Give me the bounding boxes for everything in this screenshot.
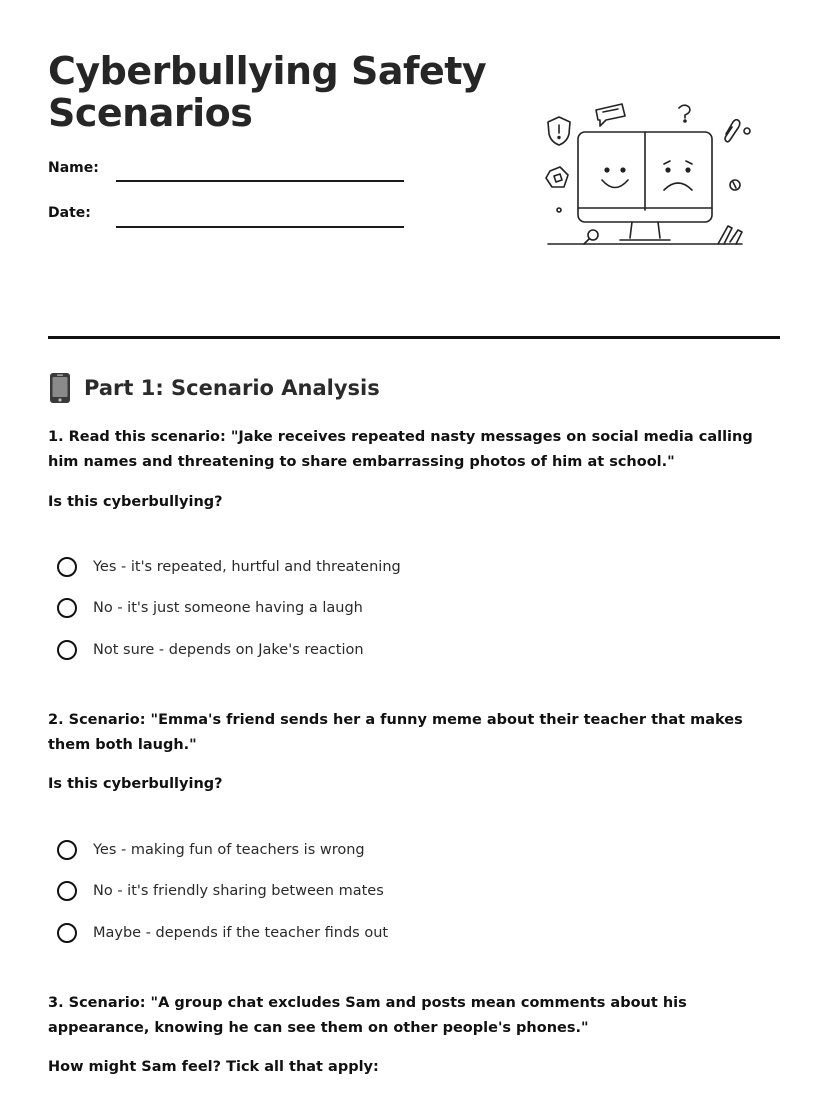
spiral-icon [730, 180, 740, 190]
question-1-prompt: Is this cyberbullying? [48, 494, 223, 510]
option-label: Not sure - depends on Jake's reaction [93, 642, 364, 658]
question-2-option-2[interactable] [57, 881, 384, 901]
name-field[interactable] [116, 180, 404, 182]
chat-bubble-icon [596, 104, 625, 126]
radio-button[interactable] [57, 598, 77, 618]
question-1-option-3[interactable] [57, 640, 364, 660]
question-2-text: 2. Scenario: "Emma's friend sends her a funny meme about their teacher that makes them both laugh." [48, 712, 743, 753]
mobile-phone-icon [48, 372, 72, 404]
option-label: Yes - it's repeated, hurtful and threatening [93, 559, 401, 575]
date-label: Date: [48, 205, 91, 221]
option-label: Yes - making fun of teachers is wrong [93, 842, 365, 858]
part1-heading [48, 372, 380, 404]
radio-button[interactable] [57, 840, 77, 860]
computer-faces-illustration [540, 98, 756, 252]
question-2-prompt: Is this cyberbullying? [48, 776, 223, 792]
pencil-icon [718, 226, 742, 244]
sad-face-icon [664, 161, 692, 190]
question-1-text: 1. Read this scenario: "Jake receives repeated nasty messages on social media calling him names and threatening to share embarrassing photos of him at school." [48, 429, 753, 470]
question-1-option-1[interactable] [57, 557, 401, 577]
radio-button[interactable] [57, 881, 77, 901]
question-2-option-1[interactable] [57, 840, 365, 860]
happy-face-icon [602, 168, 628, 187]
section-divider [48, 336, 780, 339]
radio-button[interactable] [57, 557, 77, 577]
question-1-option-2[interactable] [57, 598, 363, 618]
date-field[interactable] [116, 226, 404, 228]
option-label: Maybe - depends if the teacher finds out [93, 925, 389, 941]
option-label: No - it's just someone having a laugh [93, 600, 363, 616]
name-label: Name: [48, 160, 99, 176]
paperclip-icon [725, 120, 740, 142]
magnifier-icon [584, 230, 598, 244]
radio-button[interactable] [57, 640, 77, 660]
question-3-text: 3. Scenario: "A group chat excludes Sam and posts mean comments about his appearance, knowing he can see them on other people's phones." [48, 995, 687, 1036]
shield-warning-icon [548, 117, 570, 145]
badge-icon [546, 167, 568, 187]
question-3-prompt: How might Sam feel? Tick all that apply: [48, 1059, 379, 1075]
worksheet-title: Cyberbullying Safety Scenarios [48, 49, 487, 135]
option-label: No - it's friendly sharing between mates [93, 883, 384, 899]
question-mark-icon [679, 105, 690, 122]
radio-button[interactable] [57, 923, 77, 943]
part1-heading-text: Part 1: Scenario Analysis [84, 376, 380, 400]
question-2-option-3[interactable] [57, 923, 388, 943]
